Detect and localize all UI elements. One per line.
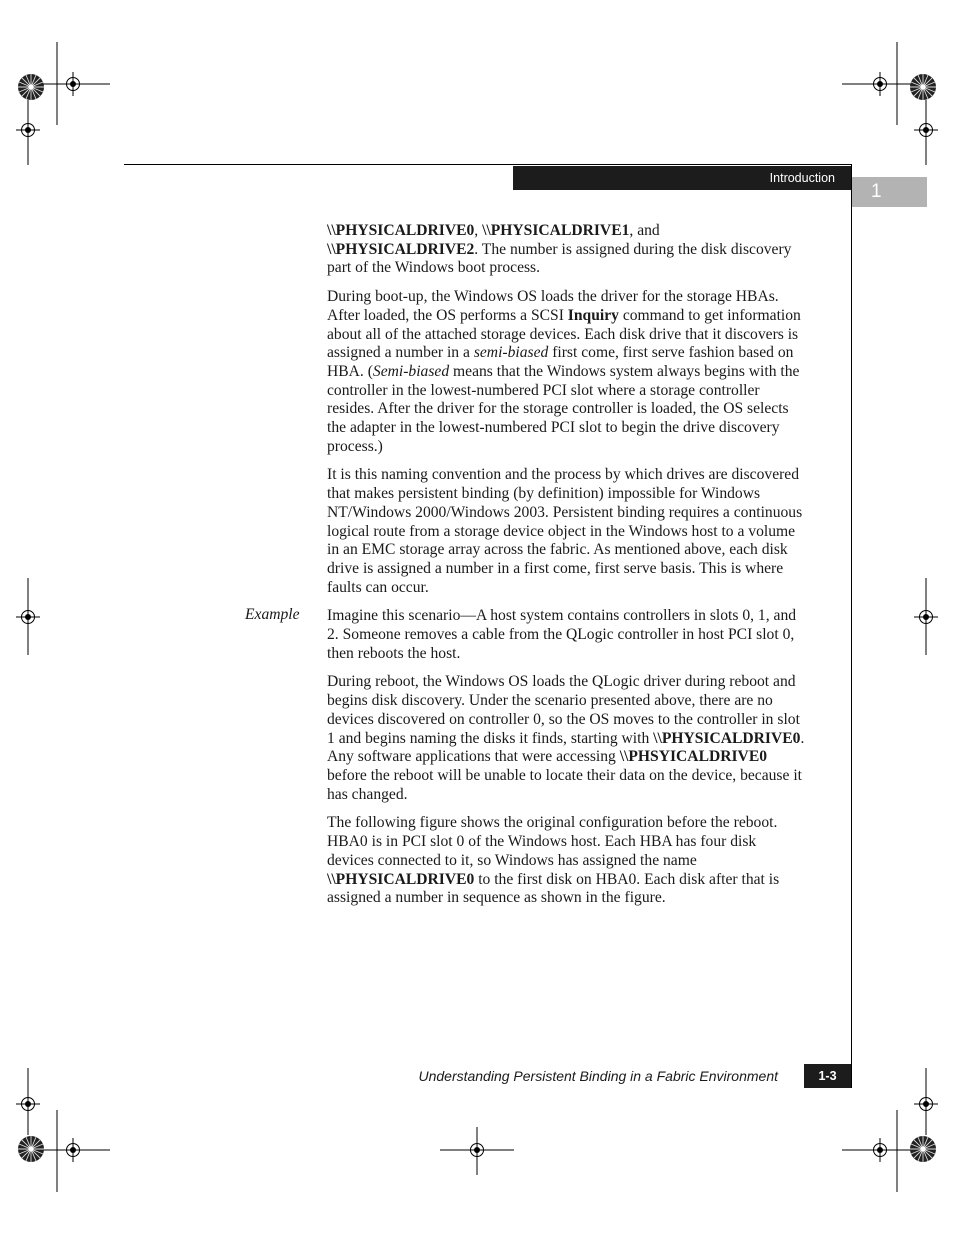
chapter-number: 1 bbox=[871, 181, 882, 202]
chapter-tab bbox=[852, 177, 927, 207]
text-run: . The number is assigned during the disk discovery part of the Windows boot process. bbox=[327, 240, 792, 277]
text-run: During boot-up, the Windows OS loads the driver for the storage HBAs. After loaded, the OS performs a SCSI bbox=[327, 288, 779, 324]
text-run: before the reboot will be unable to locate their data on the device, because it has changed. bbox=[327, 766, 802, 803]
text-run: command to get information about all of the attached storage devices. Each disk drive that it discovers is assigned a number in a bbox=[327, 306, 801, 362]
command-name: Inquiry bbox=[567, 306, 619, 324]
example-label: Example bbox=[245, 606, 300, 623]
emphasis: semi-biased bbox=[473, 344, 549, 362]
emphasis: Semi-biased bbox=[372, 362, 450, 380]
text-run: The following figure shows the original configuration before the reboot. HBA0 is in PCI slot 0 of the Windows host. Each HBA has four disk devices connected to it, so Windows has assigned the name bbox=[327, 814, 778, 869]
text-run: means that the Windows system always begins with the controller in the lowest-numbered PCI slot where a storage controller resides. After the driver for the storage controller is loaded, the OS selects the adapter in the lowest-numbered PCI slot to begin the drive discovery process.) bbox=[327, 362, 800, 455]
paragraph-5 bbox=[327, 673, 805, 804]
drive-name: \\PHSYICALDRIVE0 bbox=[619, 748, 768, 766]
page-number-label: 1-3 bbox=[818, 1069, 837, 1083]
paragraph-4: Imagine this scenario—A host system contains controllers in slots 0, 1, and 2. Someone removes a cable from the QLogic controller in host PCI slot 0, then reboots the host. bbox=[327, 607, 797, 662]
paragraph-2 bbox=[327, 288, 805, 456]
page-number bbox=[804, 1064, 851, 1088]
drive-name: \\PHYSICALDRIVE2 bbox=[327, 240, 475, 258]
running-header bbox=[513, 166, 851, 190]
margin-rule bbox=[851, 164, 852, 1088]
section-title: Introduction bbox=[769, 171, 835, 185]
text-run: . Any software applications that were accessing bbox=[327, 729, 805, 766]
paragraph-3: It is this naming convention and the process by which drives are discovered that makes persistent binding (by definition) impossible for Windows NT/Windows 2000/Windows 2003. Persistent binding requires a continuous logical route from a storage device object in the Windows host to a volume in an EMC storage array across the fabric. As mentioned above, each disk drive is assigned a number in a first come, first serve basis. This is where faults can occur. bbox=[327, 466, 803, 596]
drive-name: \\PHYSICALDRIVE1 bbox=[482, 222, 630, 239]
text-run: first come, first serve fashion based on HBA. ( bbox=[327, 344, 794, 380]
paragraph-1 bbox=[327, 222, 805, 278]
body-text bbox=[327, 222, 805, 918]
header-rule bbox=[124, 164, 852, 165]
drive-name: \\PHYSICALDRIVE0 bbox=[327, 222, 475, 239]
text-run: During reboot, the Windows OS loads the QLogic driver during reboot and begins disk discovery. Under the scenario presented above, there are no devices discovered on controller 0, so the OS moves to the controller in slot 1 and begins naming the disks it finds, starting with bbox=[327, 673, 800, 747]
drive-name: \\PHYSICALDRIVE0 bbox=[327, 870, 475, 888]
text-run: , bbox=[474, 222, 483, 239]
footer-book-title: Understanding Persistent Binding in a Fabric Environment bbox=[418, 1068, 778, 1084]
text-run: , and bbox=[629, 222, 660, 239]
paragraph-6 bbox=[327, 814, 805, 908]
text-run: to the first disk on HBA0. Each disk after that is assigned a number in sequence as shown in the figure. bbox=[327, 870, 780, 907]
drive-name: \\PHYSICALDRIVE0 bbox=[653, 729, 801, 747]
